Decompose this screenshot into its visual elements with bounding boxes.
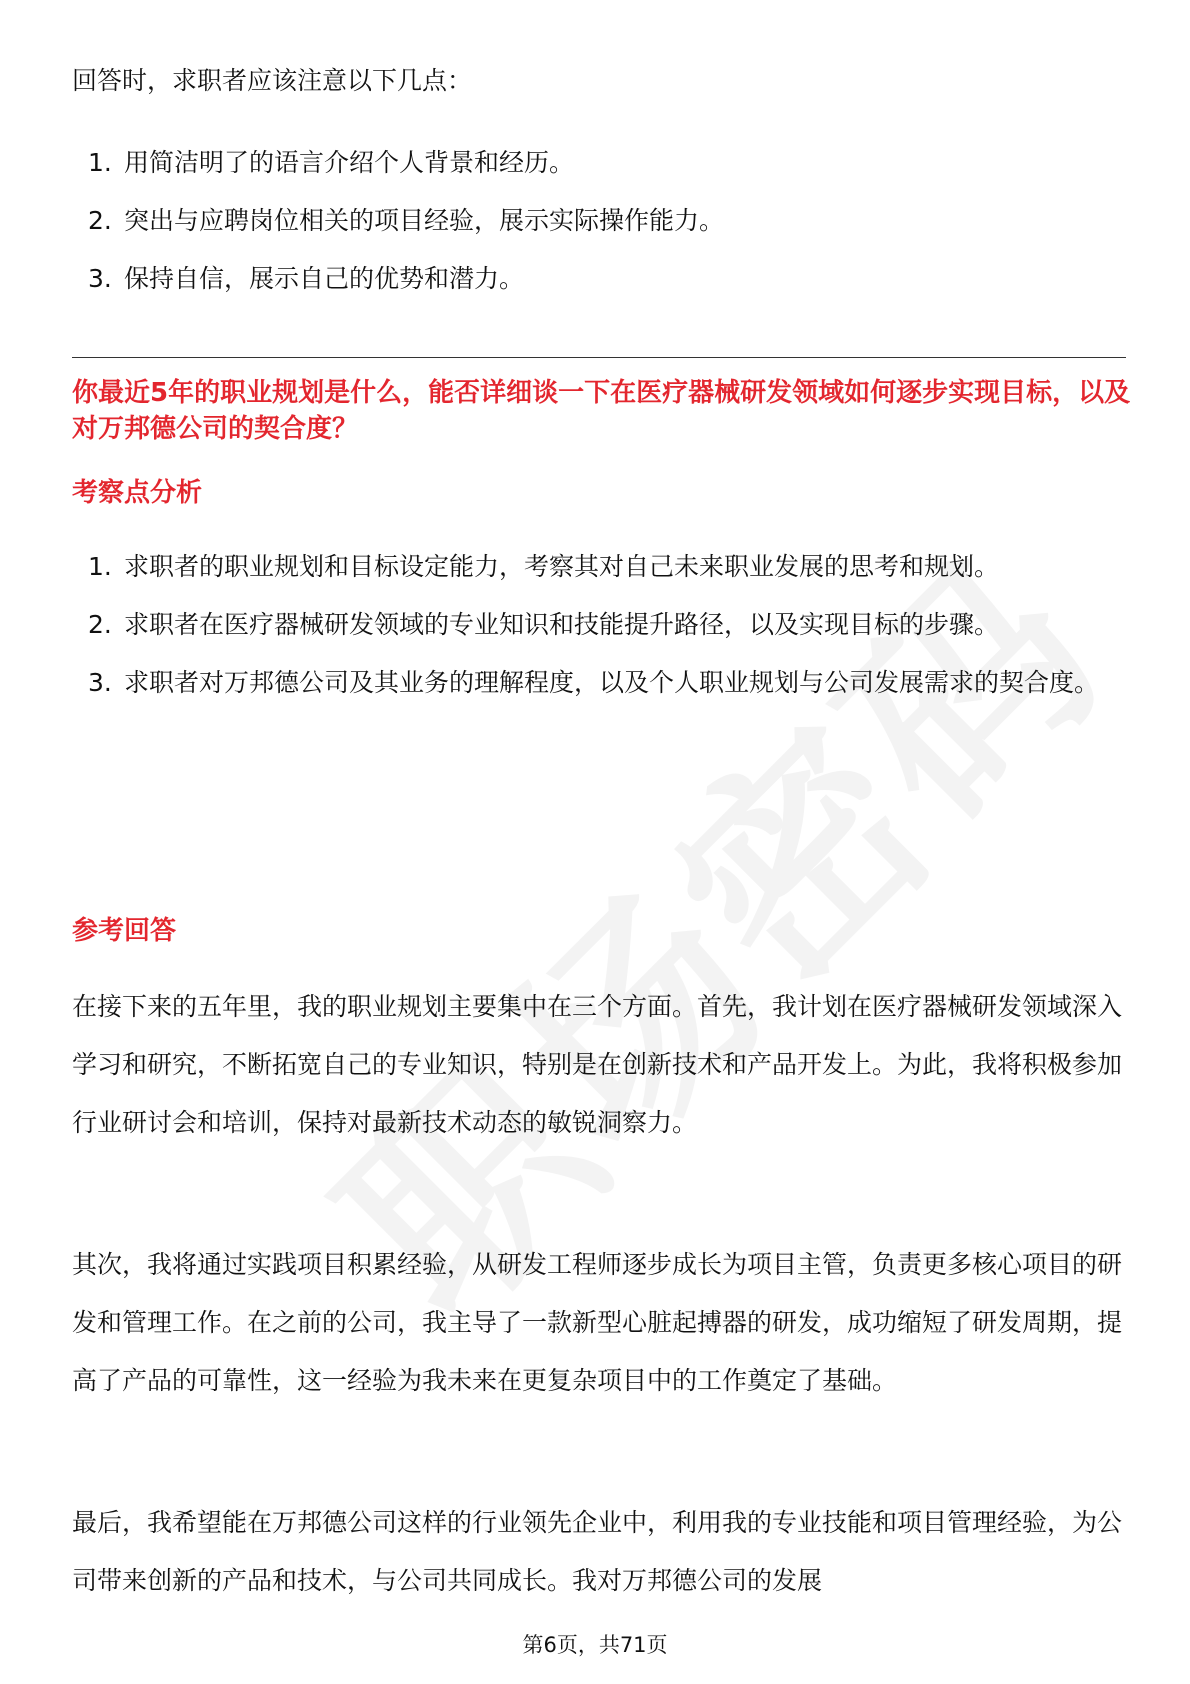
intro-text: 回答时，求职者应该注意以下几点：	[72, 66, 473, 95]
list-item	[72, 596, 1112, 654]
list-text: 求职者的职业规划和目标设定能力，考察其对自己未来职业发展的思考和规划。	[124, 552, 1000, 581]
list-item	[72, 538, 1112, 596]
list-text: 求职者对万邦德公司及其业务的理解程度，以及个人职业规划与公司发展需求的契合度。	[124, 668, 1100, 697]
analysis-list	[72, 538, 1112, 712]
question-heading: 你最近5年的职业规划是什么，能否详细谈一下在医疗器械研发领域如何逐步实现目标，以及对万邦德公司的契合度？	[72, 378, 1131, 444]
list-number: 2.	[88, 610, 112, 639]
list-text: 保持自信，展示自己的优势和潜力。	[124, 264, 525, 293]
analysis-title: 考察点分析	[72, 478, 203, 508]
list-number: 1.	[88, 148, 112, 177]
list-item	[72, 134, 1112, 192]
list-number: 3.	[88, 264, 112, 293]
list-item	[72, 250, 1112, 308]
tips-list	[72, 134, 1112, 308]
page-footer: 第6页，共71页	[522, 1633, 668, 1657]
answer-title: 参考回答	[72, 916, 177, 946]
list-number: 3.	[88, 668, 112, 697]
list-item	[72, 654, 1112, 712]
list-text: 求职者在医疗器械研发领域的专业知识和技能提升路径，以及实现目标的步骤。	[124, 610, 1000, 639]
list-number: 1.	[88, 552, 112, 581]
section-divider	[72, 357, 1126, 358]
list-item	[72, 192, 1112, 250]
answer-paragraph: 在接下来的五年里，我的职业规划主要集中在三个方面。首先，我计划在医疗器械研发领域深入学习和研究，不断拓宽自己的专业知识，特别是在创新技术和产品开发上。为此，我将积极参加行业研讨会和培训，保持对最新技术动态的敏锐洞察力。	[72, 992, 1123, 1137]
list-number: 2.	[88, 206, 112, 235]
answer-paragraph: 最后，我希望能在万邦德公司这样的行业领先企业中，利用我的专业技能和项目管理经验，为公司带来创新的产品和技术，与公司共同成长。我对万邦德公司的发展	[72, 1508, 1123, 1595]
list-text: 用简洁明了的语言介绍个人背景和经历。	[124, 148, 575, 177]
list-text: 突出与应聘岗位相关的项目经验，展示实际操作能力。	[124, 206, 725, 235]
answer-paragraph: 其次，我将通过实践项目积累经验，从研发工程师逐步成长为项目主管，负责更多核心项目的研发和管理工作。在之前的公司，我主导了一款新型心脏起搏器的研发，成功缩短了研发周期，提高了产品的可靠性，这一经验为我未来在更复杂项目中的工作奠定了基础。	[72, 1250, 1123, 1395]
